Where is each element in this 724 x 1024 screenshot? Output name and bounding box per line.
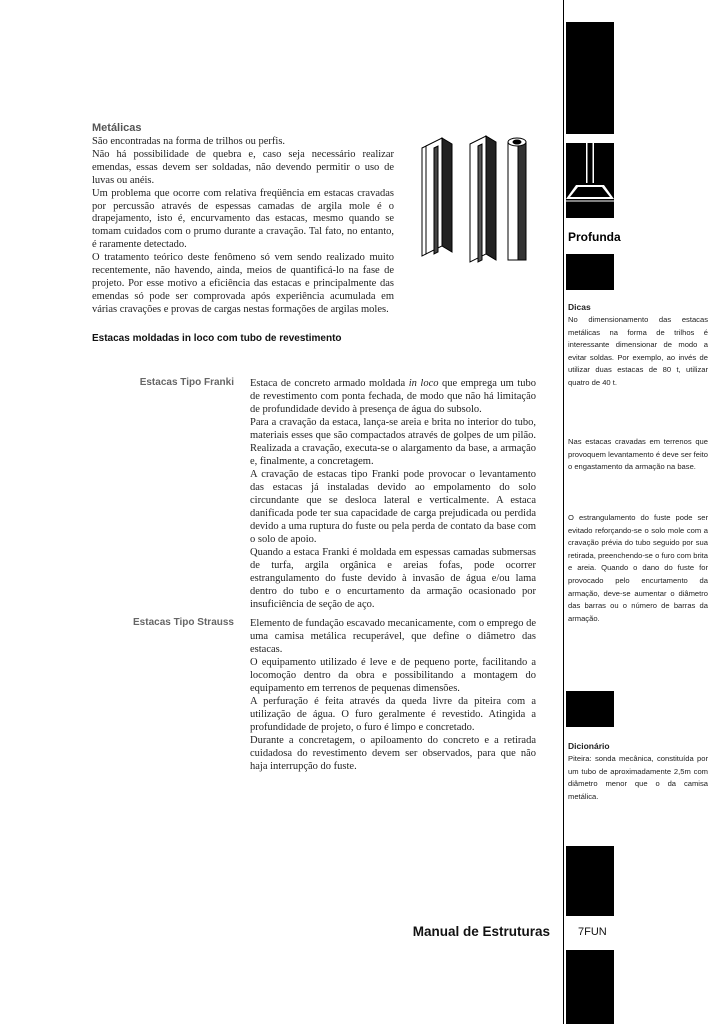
dicionario-entry xyxy=(568,753,708,803)
dicas-tip-text: No dimensionamento das estacas metálicas na forma de trilhos é interessante dimensionar de modo a evitar soldas. Por exemplo, ao invés de utilizar duas estacas de 80 t, utilizar quatro de 40 t. xyxy=(568,315,708,387)
dicas-title: Dicas xyxy=(568,302,591,312)
dicas-tip-text: O estrangulamento do fuste pode ser evitado reforçando-se o solo mole com a cravação prévia do tubo seguido por sua retirada, preenchendo-se o furo com brita e areia. Quando o dano do fuste for provocado pelo encurtamento da armação, deve-se aumentar o diâmetro das barras ou o número de barras da armação. xyxy=(568,513,708,623)
section-heading-moldadas: Estacas moldadas in loco com tubo de revestimento xyxy=(92,333,342,344)
franki-body xyxy=(250,377,536,611)
sidebar-black-block xyxy=(566,846,614,916)
sidebar-black-block xyxy=(566,950,614,1024)
franki-paragraph: A cravação de estacas tipo Franki pode provocar o levantamento das estacas já instaladas devido ao empolamento do solo circundante que se desloca lateral e verticalmente. A estaca danificada pode ter sua capacidade de carga prejudicada ou perdida devido a uma ruptura do fuste ou pela perda de contato da base com o solo de apoio. xyxy=(250,469,536,545)
dicas-tip xyxy=(568,512,708,625)
dicas-tip xyxy=(568,436,708,474)
strauss-paragraph: Elemento de fundação escavado mecanicamente, com o emprego de uma camisa metálica recuperável, que define o diâmetro das estacas. xyxy=(250,618,536,655)
steel-profiles-illustration xyxy=(412,128,537,278)
franki-paragraph: Estaca de concreto armado moldada in loco que emprega um tubo de revestimento com ponta fechada, de modo que não há limitação de profundidade devido à presença de água do subsolo. xyxy=(250,378,537,415)
dicionario-text: Piteira: sonda mecânica, constituída por um tubo de aproximadamente 2,5m com diâmetro menor que o da camisa metálica. xyxy=(568,754,708,801)
subsection-label-franki: Estacas Tipo Franki xyxy=(139,377,234,388)
strauss-body xyxy=(250,617,536,773)
dicas-tip xyxy=(568,314,708,390)
dicionario-title: Dicionário xyxy=(568,741,610,751)
deep-foundation-icon xyxy=(566,143,614,218)
sidebar-divider xyxy=(563,0,564,1024)
sidebar-section-title: Profunda xyxy=(568,230,621,244)
strauss-paragraph: O equipamento utilizado é leve e de pequeno porte, facilitando a locomoção dentro da obra e possibilitando a montagem do equipamento em terrenos de pequenas dimensões. xyxy=(250,657,536,694)
sidebar-black-block xyxy=(566,691,614,727)
strauss-paragraph: Durante a concretagem, o apiloamento do concreto e a retirada cuidadosa do revestimento devem ser observados, para que não haja interrupção do fuste. xyxy=(250,735,536,772)
sidebar-black-block xyxy=(566,254,614,290)
metalicas-paragraph: São encontradas na forma de trilhos ou perfis. xyxy=(92,136,286,147)
strauss-paragraph: A perfuração é feita através da queda livre da piteira com a utilização de água. O furo geralmente é revestido. Atingida a profundidade de projeto, o furo é limpo e concretado. xyxy=(250,696,536,733)
franki-paragraph: Para a cravação da estaca, lança-se areia e brita no interior do tubo, materiais esses que são compactados através de golpes de um pilão. Realizada a cravação, executa-se o alargamento da base, a armação e, finalmente, a concretagem. xyxy=(250,417,536,467)
page-code: 7FUN xyxy=(578,926,607,938)
metalicas-paragraph: O tratamento teórico deste fenômeno só vem sendo realizado muito recentemente, não havendo, ainda, meios de quantificá-lo na fase de projeto. Por esse motivo a eficiência das estacas e principalmente das emendas só pode ser comprovada após experiência acumulada em várias cravações e provas de cargas nestas formações de argilas moles. xyxy=(92,252,394,315)
sidebar-black-block xyxy=(566,22,614,134)
metalicas-body xyxy=(92,136,394,317)
section-title-metalicas: Metálicas xyxy=(92,122,142,134)
metalicas-paragraph: Não há possibilidade de quebra e, caso seja necessário realizar emendas, essas devem ser soldadas, não devendo permitir o uso de luvas ou anéis. xyxy=(92,148,394,186)
subsection-label-strauss: Estacas Tipo Strauss xyxy=(133,617,234,628)
metalicas-paragraph: Um problema que ocorre com relativa freqüência em estacas cravadas por percussão através de espessas camadas de argila mole é o drapejamento, isto é, encurvamento das estacas, mesmo quando se tomam cuidados com o prumo durante a cravação. Tal fato, no entanto, é raramente detectado. xyxy=(92,187,394,251)
dicas-tip-text: Nas estacas cravadas em terrenos que provoquem levantamento é deve ser feito o engastamento da armação na base. xyxy=(568,437,708,472)
franki-paragraph: Quando a estaca Franki é moldada em espessas camadas submersas de turfa, argila orgânica e areias fofas, pode ocorrer estrangulamento do fuste devido à invasão de água e/ou lama dentro do tubo e o encurtamento da armação ocasionado por insuficiência de seção de aço. xyxy=(250,547,536,610)
footer-title: Manual de Estruturas xyxy=(412,924,550,939)
